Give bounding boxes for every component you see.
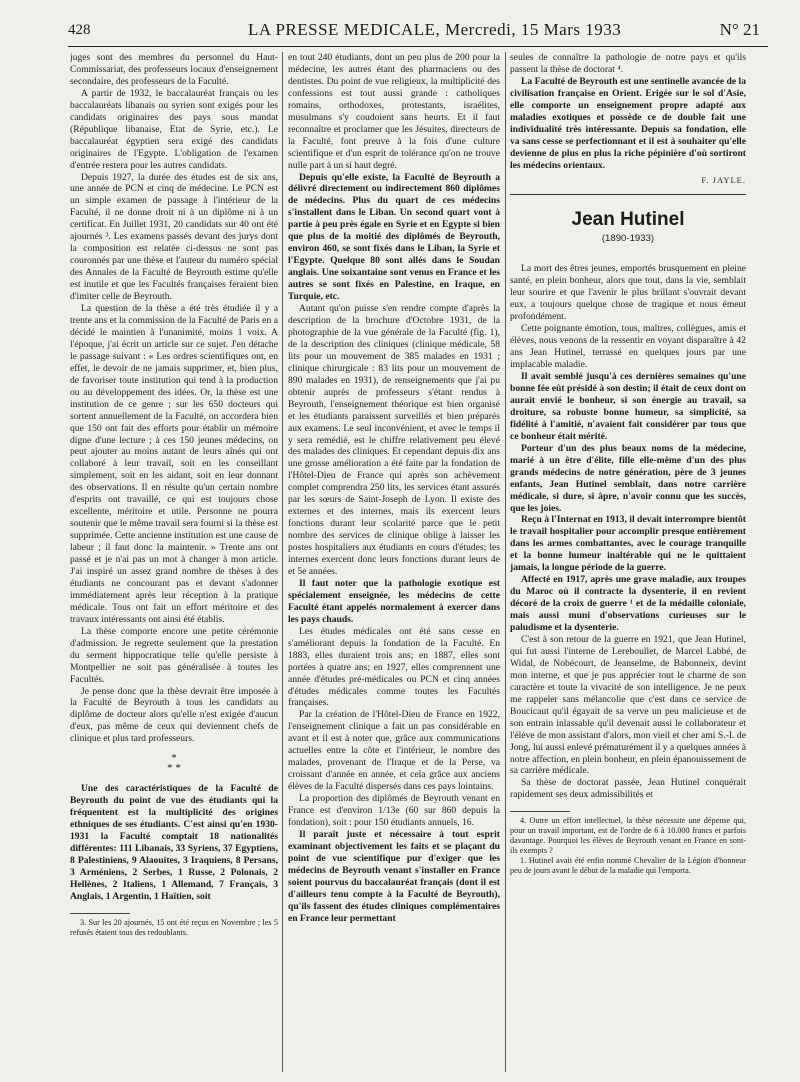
paragraph: Je pense donc que la thèse devrait être imposée à la Faculté de Beyrouth à tous les candidats au diplôme de docteur alors qu'elle n'est exigée d'aucun d'eux, pas même de ceux qui deviennent chefs de clinique et plus tard professeurs. [70, 685, 278, 745]
column-1 [70, 52, 278, 1072]
paragraph: C'est à son retour de la guerre en 1921, que Jean Hutinel, qui fut aussi l'interne de Lereboullet, de Marcel Labbé, de Widal, de Nobécourt, de Jeanselme, de Babonneix, devint mon interne, et que je pus apprécier tout le charme de son caractère et toute la vivacité de son intelligence. Je ne peux me rappeler sans mélancolie que c'est dans ce service de Boucicaut qu'il égayait de sa verve un peu malicieuse et de son entrain inlassable qu'il devenait aussi le collaborateur et l'élève de mon assistant d'alors, mon vieil et cher ami S.-I. de Jong, lui aussi enlevé prématurément il y a quelques années à notre affection, en plein bonheur, en plein épanouissement de sa carrière médicale. [510, 633, 746, 777]
footnote [70, 918, 278, 938]
paragraph: Depuis qu'elle existe, la Faculté de Beyrouth a délivré directement ou indirectement 860 diplômes de médecins. Plus du quart de ces médecins s'installent dans le Liban. Un second quart vont à partie à peu près égale en Syrie et en Egypte si bien que plus de la moitié des diplômés de Beyrouth, environ 460, se sont fixés dans le Liban, la Syrie et l'Egypte. Quelque 80 sont allés dans le Soudan anglais. Une soixantaine sont venus en France et les autres se sont fixés en Palestine, en Iraque, en Turquie, etc. [288, 171, 500, 303]
paragraph: La thèse comporte encore une petite cérémonie d'admission. Je regrette seulement que la prestation du serment hippocratique telle qu'elle persiste à Montpellier ne soit pas généralisée à toutes les Facultés. [70, 625, 278, 685]
paragraph: Par la création de l'Hôtel-Dieu de France en 1922, l'enseignement clinique a fait un pas considérable en avant et il est à noter que, grâce aux communications actuelles entre la côte et l'intérieur, le nombre des malades, provenant de l'Iraque et de la Perse, va croissant d'année en année, et cela grâce aux anciens élèves de la Faculté dispersés dans ces pays lointains. [288, 709, 500, 793]
paragraph: La Faculté de Beyrouth est une sentinelle avancée de la civilisation française en Orient. Erigée sur le sol d'Asie, elle comporte un enseignement propre adapté aux maladies exotiques et possède ce de double fait une individualité très intéressante. Depuis sa fondation, elle va sans cesse se perfectionnant et il est à souhaiter qu'elle devienne de plus en plus la riche pépinière d'où sortiront les médecins orientaux. [510, 75, 746, 171]
footnote-rule [70, 913, 130, 914]
paragraph: Il faut noter que la pathologie exotique est spécialement enseignée, les médecins de cette Faculté étant appelés normalement à exercer dans les pays chauds. [288, 577, 500, 625]
paragraph: A partir de 1932, le baccalauréat français ou les baccalauréats libanais ou syrien sont exigés pour les candidats originaires des pays sous mandat (République libanaise, Etat de Syrie, etc.). Le baccalauréat égyptien sera exigé des candidats originaires de l'Egypte. L'obligation de l'examen d'entrée restera pour les autres candidats. [70, 87, 278, 171]
paragraph: Une des caractéristiques de la Faculté de Beyrouth du point de vue des étudiants qui la fréquentent est la multiplicité des origines ethniques de ses étudiants. C'est ainsi qu'en 1930-1931 la Faculté comptait 18 nationalités différentes: 111 Libanais, 33 Syriens, 37 Egyptiens, 8 Palestiniens, 9 Alaouites, 3 Iraquiens, 8 Persans, 3 Arméniens, 2 Serbes, 1 Russe, 2 Polonais, 2 Hellènes, 2 Italiens, 1 Allemand, 7 Français, 3 Anglais, 1 Argentin, 1 Haïtien, soit [70, 783, 278, 902]
paragraph: Il paraît juste et nécessaire à tout esprit examinant objectivement les faits et se plaçant du point de vue scientifique pur d'exiger que les médecins de Beyrouth venant s'installer en France soient pourvus du baccalauréat français (dont il est d'ailleurs tenu compte à la Faculté de Beyrouth), qu'ils fassent des études cliniques complémentaires en France leur permettant [288, 828, 500, 924]
page-header [68, 20, 764, 44]
footnote-text: 3. Sur les 20 ajournés, 15 ont été reçus en Novembre ; les 5 refusés étaient tous des redoublants. [70, 917, 278, 937]
paragraph: Sa thèse de doctorat passée, Jean Hutinel conquérait rapidement ses deux admissibilités et [510, 777, 746, 801]
obituary-title: Jean Hutinel [571, 209, 685, 231]
running-head: LA PRESSE MEDICALE, Mercredi, 15 Mars 1933 [248, 20, 622, 39]
paragraph: Il avait semblé jusqu'à ces dernières semaines qu'une bonne fée eût présidé à son destin; il était de ceux dont on aurait envié le bonheur, si son énergie au travail, sa droiture, sa robuste bonne humeur, sa simplicité, sa fidélité à l'amitié, n'avaient fait considérer par tous que ce bonheur était mérité. [510, 371, 746, 442]
header-rule [68, 46, 768, 47]
paragraph: Cette poignante émotion, tous, maîtres, collègues, amis et élèves, nous venons de la ressentir en voyant disparaître à 42 ans Jean Hutinel, terrassé en quelques jours par une implacable maladie. [510, 323, 746, 371]
paragraph: Autant qu'on puisse s'en rendre compte d'après la description de la brochure d'Octobre 1931, de la photographie de la vue générale de la Faculté (fig. 1), de la description des cliniques (clinique médicale, 58 lits pour un mouvement de 385 malades en 1931 ; clinique chirurgicale : 83 lits pour un mouvement de 890 malades en 1931), de renseignements que j'ai pu obtenir auprès de professeurs s'étant rendus à Beyrouth, l'enseignement théorique est bien organisé et les étudiants paraissent surveillés et bien préparés aux examens. Le seul inconvénient, et avec le temps il y sera remédié, est le chiffre relativement peu élevé des malades des cliniques. Et cependant depuis dix ans une grosse amélioration a été faite par la fondation de l'Hôtel-Dieu de France qui après son achèvement complet comprendra 250 lits, les services étant assurés par les sœurs de Saint-Joseph de Lyon. Il existe des externes et des internes, mais ils exercent leurs fonctions durant leur scolarité parce que le petit nombre des services de clinique oblige à laisser les postes hospitaliers aux étudiants en cours d'études; les internes exercent donc leurs fonctions durant leurs 4e et 5e années. [288, 303, 500, 577]
obituary-dates: (1890-1933) [601, 233, 655, 245]
footnote-text: 1. Hutinel avait été enfin nommé Chevalier de la Légion d'honneur peu de jours avant le début de la maladie qui l'emporta. [510, 856, 746, 876]
footnote-rule [510, 811, 570, 812]
section-separator-stars: * * * [167, 752, 181, 775]
author-signature: F. JAYLE. [701, 174, 746, 185]
paragraph: en tout 240 étudiants, dont un peu plus de 200 pour la médecine, les autres étant des pharmaciens ou des dentistes. Du point de vue religieux, la multiplicité des confessions est tout aussi grande : catholiques romains, orthodoxes, protestants, israélites, musulmans s'y coudoient sans heurts. Et il faut reconnaître et proclamer que les Jésuites, directeurs de la Faculté, font preuve à la fois d'une culture scientifique et d'un esprit de tolérance qu'on ne trouve nulle part à un si haut degré. [288, 52, 500, 171]
paragraph: Les études médicales ont été sans cesse en s'améliorant depuis la fondation de la Faculté. En 1883, elles duraient trois ans; en 1887, elles sont portées à quatre ans; en 1927, elles comprennent une année d'études pré-médicales ou PCN et cinq années d'études médicales comme toutes les Facultés françaises. [288, 625, 500, 709]
column-divider [505, 52, 506, 1072]
column-2 [288, 52, 500, 1072]
paragraph: La proportion des diplômés de Beyrouth venant en France est d'environ 1/13e (60 sur 860 depuis la fondation), soit : pour 150 étudiants annuels, 16. [288, 793, 500, 828]
paragraph: Depuis 1927, la durée des études est de six ans, une année de PCN et cinq de médecine. Le PCN est un simple examen de passage à l'intérieur de la Faculté, il ne donne droit ni à un diplôme ni à un certificat. En Juillet 1931, 20 candidats sur 40 ont été ajournés ³. Les examens passés devant des jurys dont la composition est relatée ci-dessus ne sont pas couronnés par une thèse et l'auteur du numéro spécial des Annales de la Faculté de Beyrouth estime qu'elle est inutile et que les Facultés françaises feraient bien d'imiter celle de Beyrouth. [70, 171, 278, 303]
footnotes [510, 816, 746, 876]
footnote-text: 4. Outre un effort intellectuel, la thèse nécessite une dépense qui, pour un travail important, est de l'ordre de 6 à 10.000 francs et parfois davantage. Pourquoi les élèves de Beyrouth venant en France en sont-ils exempts ? [510, 816, 746, 856]
paragraph: Porteur d'un des plus beaux noms de la médecine, marié à un être d'élite, fille elle-même d'un des plus grands médecins de notre génération, père de 3 jeunes enfants, Jean Hutinel semblait, dans notre carrière médicale, si dure, si âpre, n'avoir connu que les succès, que les joies. [510, 442, 746, 514]
section-rule [510, 194, 746, 195]
page-number: 428 [68, 22, 91, 38]
paragraph: seules de connaître la pathologie de notre pays et qu'ils passent la thèse de doctorat ⁴. [510, 52, 746, 75]
column-3 [510, 52, 746, 1072]
paragraph: Affecté en 1917, après une grave maladie, aux troupes du Maroc où il contracte la dysenterie, il en revient décoré de la croix de guerre ¹ et de la médaille coloniale, mais aussi muni d'observations curieuses sur le paludisme et la dysenterie. [510, 574, 746, 634]
column-divider [282, 52, 283, 1072]
paragraph: juges sont des membres du personnel du Haut-Commissariat, des professeurs locaux d'enseignement secondaire, des professeurs de la Faculté. [70, 52, 278, 87]
paragraph: La mort des êtres jeunes, emportés brusquement en pleine santé, en plein bonheur, alors que tout, dans la vie, semblait leur sourire et que l'avenir le plus brillant s'ouvrait devant eux, a toujours quelque chose de tragique et nous émeut profondément. [510, 263, 746, 323]
issue-number: N° 21 [719, 20, 760, 39]
paragraph: La question de la thèse a été très étudiée il y a trente ans et la commission de la Faculté de Paris en a décidé le maintien à l'unanimité, moins 1 voix. A l'époque, j'ai écrit un article sur ce sujet. J'en détache le passage suivant : « Les ordres scientifiques ont, en effet, le devoir de ne jamais supprimer, et, bien plus, de favoriser toute institution qui tend à la production ou au développement des idées. Or, la thèse est une institution de ce genre ; sur les 650 docteurs qui sortent annuellement de la Faculté, on accordera bien que 150 ont fait des efforts pour établir un mémoire digne d'une lecture ; à ces 150 jeunes médecins, on peut ajouter au moins autant de leurs aînés qui ont collaboré à leur travail, soit en les conseillant simplement, soit en les aidant, soit en leur donnant des observations. Il en résulte qu'un certain nombre d'esprits ont travaillé, ce qui est toujours chose excellente, méritoire et utile. Personne ne pourra soutenir que le même travail sera fourni si la thèse est supprimée. Cette ancienne institution est une cause de labeur ; il faut donc la maintenir. » Trente ans ont passé et je n'ai pas un mot à changer à mon article. J'ai inspiré un assez grand nombre de thèses à des étudiants ne concourant pas et devant s'adonner immédiatement après leur réception à la pratique médicale. Tous ont fait un effort méritoire et des travaux intéressants ont ainsi été établis. [70, 303, 278, 625]
paragraph: Reçu à l'Internat en 1913, il devait interrompre bientôt le travail hospitalier pour accomplir presque entièrement dans les armes combattantes, avec le courage tranquille et la bonne humeur inaltérable qui ne le quittaient jamais, la longue période de la guerre. [510, 514, 746, 574]
